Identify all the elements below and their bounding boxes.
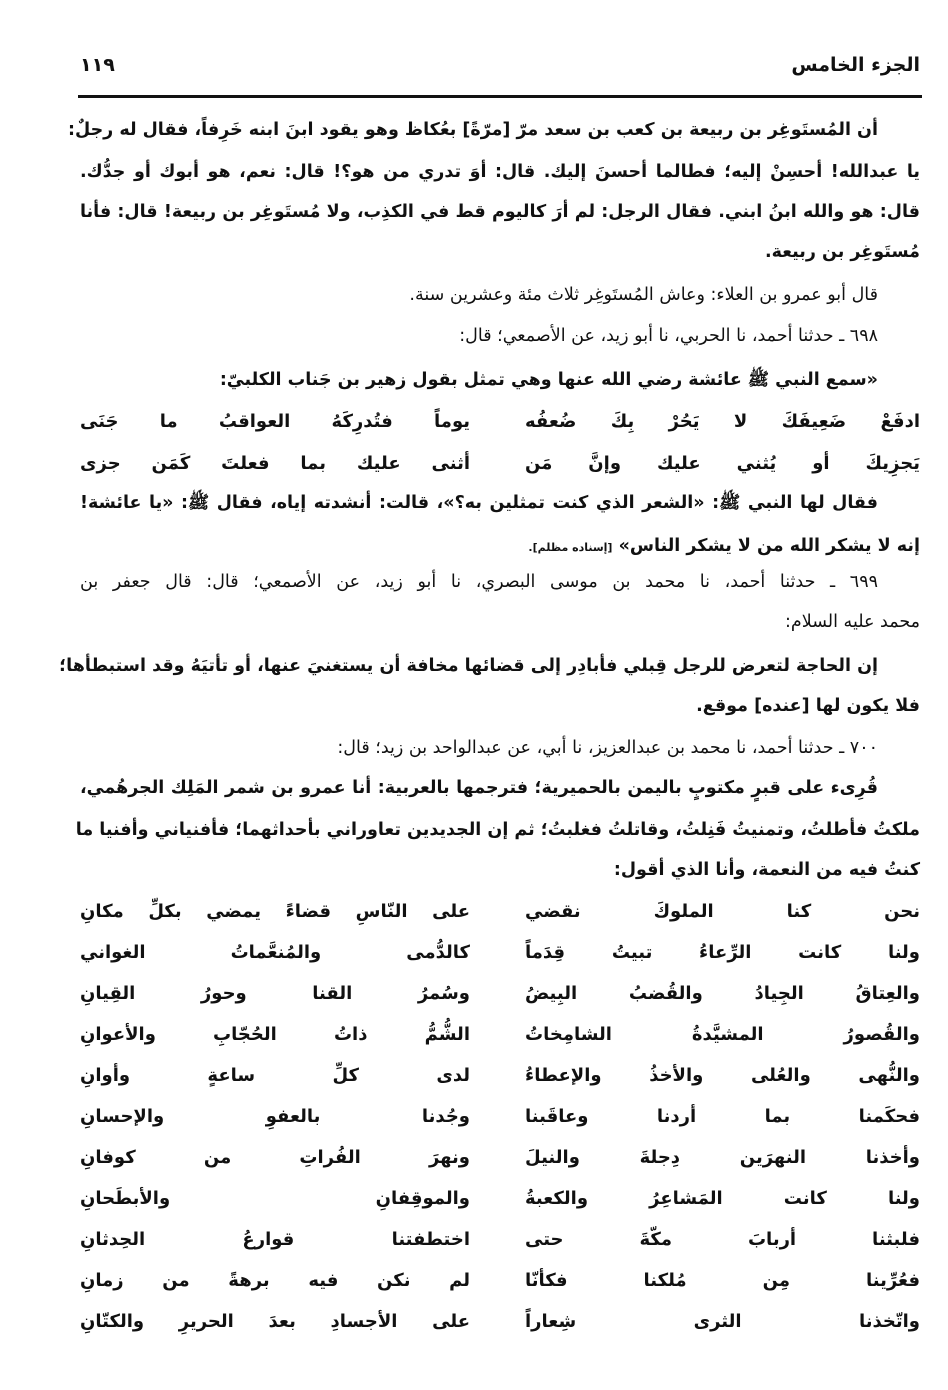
text-line: فقال لها النبي ﷺ: «الشعر الذي كنت تمثلين به؟»، قالت: أنشدته إياه، فقال ﷺ: «يا عائشة! (80, 493, 878, 513)
verse-left: أثنى عليك بما فعلتَ كَمَن جزى (80, 453, 470, 474)
text-line: ملكتُ فأطلتُ، وتمنيتُ فَنِلتُ، وقاتلتُ فغلبتُ؛ ثم إن الجديدين تعاوراني بأحداثهما؛ فأفنياني وأفنيا ما (75, 820, 920, 840)
hadith-699-header: ٦٩٩ ـ حدثنا أحمد، نا محمد بن موسى البصري، نا أبو زيد، عن الأصمعي؛ قال: قال جعفر بن (80, 572, 878, 592)
verse-left: وجُدنا بالعفوِ والإحسانِ (80, 1106, 470, 1127)
verse-right: فعُرِّينا مِن مُلكنا فكأنّا (525, 1270, 920, 1291)
text-line: أن المُستَوغِر بن ربيعة بن كعب بن سعد مرّ [مرّةً] بعُكاظ وهو يقود ابنَ ابنه خَرِفاً، فقال له رجلٌ: (67, 120, 878, 140)
text-line: «سمع النبي ﷺ عائشة رضي الله عنها وهي تمثل بقول زهير بن جَناب الكلبيّ: (219, 370, 878, 390)
verse-right: والعِتاقُ الجِيادُ والقُضبُ البِيضُ (525, 983, 920, 1004)
verse-left: ونهرَ الفُراتِ من كوفانِ (80, 1147, 470, 1168)
text-line: يا عبدالله! أحسِنْ إليه؛ فطالما أحسنَ إليك. قال: أوَ تدري من هو؟! قال: نعم، هو أبوك أو جدُّك. (80, 162, 920, 182)
verse-left: على الأجسادِ بعدَ الحريرِ والكتّانِ (80, 1311, 470, 1332)
verse-left: لدى كلِّ ساعةٍ وأوانِ (80, 1065, 470, 1086)
page-number: ١١٩ (80, 54, 115, 76)
text-line: قُرِىء على قبرٍ مكتوبٍ باليمن بالحميرية؛ فترجمها بالعربية: أنا عمرو بن شمر المَلِك الجرهُمي، (80, 778, 878, 798)
verse-right: ولنا كانت الرِّعاءُ تبيتُ قِدَماً (525, 942, 920, 963)
text-line: كنتُ فيه من النعمة، وأنا الذي أقول: (613, 860, 920, 880)
verse-right: نحن كنا الملوكَ نقضي (525, 901, 920, 922)
verse-left: على النّاسِ قضاءً يمضي بكلِّ مكانِ (80, 901, 470, 922)
text-line: محمد عليه السلام: (785, 612, 920, 632)
verse-left: اختطفتنا قوارعُ الحِدثانِ (80, 1229, 470, 1250)
hadith-text: إنه لا يشكر الله من لا يشكر الناس» (618, 536, 920, 556)
header-rule (78, 95, 922, 98)
verse-right: والقُصورُ المشيَّدةُ الشامِخاتُ (525, 1024, 920, 1045)
isnad-note: [إسناده مظلم]. (528, 541, 613, 554)
text-line: مُستَوغِر بن ربيعة. (764, 242, 920, 262)
verse-left: الشُّمُّ ذاتُ الحُجّابِ والأعوانِ (80, 1024, 470, 1045)
text-line (80, 531, 920, 563)
verse-right: ولنا كانت المَشاعِرُ والكعبةُ (525, 1188, 920, 1209)
volume-title: الجزء الخامس (791, 54, 920, 76)
verse-left: وسُمرُ القنا وحورُ القِيانِ (80, 983, 470, 1004)
verse-left: والموقِفانِ والأبطَحانِ (80, 1188, 470, 1209)
verse-right: واتّخذنا الثرى شِعاراً (525, 1311, 920, 1332)
verse-right: ادفَعْ ضَعِيفَكَ لا يَحُرْ بِكَ ضُعفُه (525, 411, 920, 432)
text-line: فلا يكون لها [عنده] موقع. (696, 696, 920, 716)
verse-left: كالدُّمى والمُنعَّماتُ الغواني (80, 942, 470, 963)
verse-right: وأخذنا النهرَين دِجلةَ والنيلَ (525, 1147, 920, 1168)
text-line: إن الحاجة لتعرض للرجل قِبلي فأبادِر إلى قضائها مخافة أن يستغنيَ عنها، أو تأتيَهُ وقد استبطأها؛ (59, 656, 878, 676)
text-line: قال: هو والله ابنُ ابني. فقال الرجل: لم أرَ كاليوم قط في الكذِب، ولا مُستَوغِر بن ربيعة! قال: فأنا (80, 202, 920, 222)
verse-right: والنُّهى والعُلى والأخذُ والإعطاءُ (525, 1065, 920, 1086)
hadith-700-header: ٧٠٠ ـ حدثنا أحمد، نا محمد بن عبدالعزيز، نا أبي، عن عبدالواحد بن زيد؛ قال: (337, 738, 878, 758)
hadith-698-header: ٦٩٨ ـ حدثنا أحمد، نا الحربي، نا أبو زيد، عن الأصمعي؛ قال: (459, 326, 878, 346)
verse-right: فلبثنا أربابَ مكّةَ حتى (525, 1229, 920, 1250)
verse-left: يوماً فتُدرِكَهُ العواقبُ ما جَنَى (80, 411, 470, 432)
verse-right: يَجزِيكَ أو يُثني عليك وإنَّ مَن (525, 453, 920, 474)
verse-right: فحكَمنا بما أردنا وعاقَبنا (525, 1106, 920, 1127)
verse-left: لم نكن فيه برهةً من زمانِ (80, 1270, 470, 1291)
text-line: قال أبو عمرو بن العلاء: وعاش المُستَوغِر ثلاث مئة وعشرين سنة. (409, 285, 878, 305)
